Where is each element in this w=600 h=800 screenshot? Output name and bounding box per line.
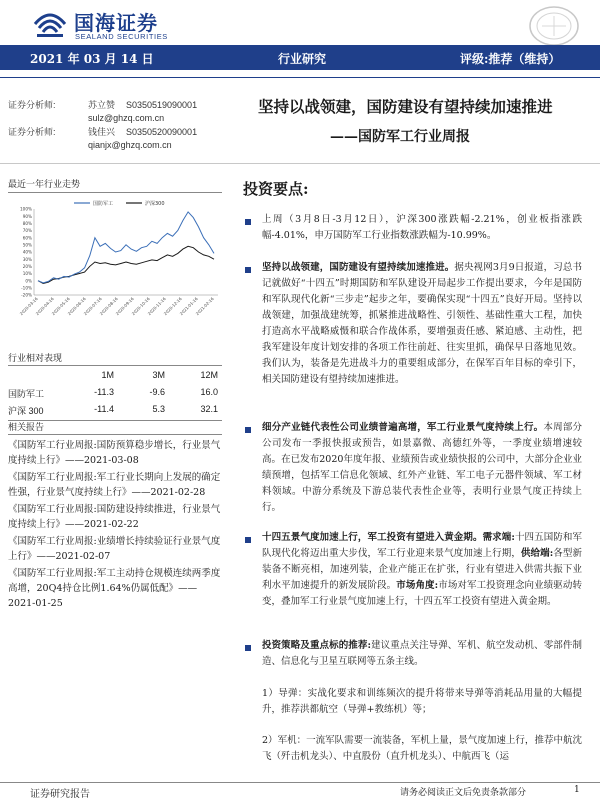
legend-label-hs300: 沪深300 — [145, 201, 165, 207]
performance-header-row — [8, 370, 222, 382]
col-1m: 1M — [101, 370, 114, 380]
y-tick-label: 100% — [20, 206, 32, 212]
paragraph-text: 2）军机：一流军队需要一流装备，军机上量，景气度加速上行，推荐中航沈飞（歼击机龙头）、中直股份（直升机龙头）、中航西飞（运 — [262, 735, 582, 762]
bullet-icon — [245, 645, 251, 651]
key-point-missile — [262, 686, 582, 718]
row-1m: -11.4 — [94, 404, 114, 414]
x-tick-label: 2020-03-16 — [18, 296, 39, 317]
paragraph-text: 本周部分公司发布一季报快报或预告，如景嘉微、高德红外等，一季度业绩增速较高。在已发布2020年度年报、业绩预告或业绩快报的公司中，大部分企业业绩预增，包括军工信息化领域、红外产业链、军工电子元器件领域、军工材料领域。中游分系统及下游总装代表性企业等，表明行业景气度正持续上行。 — [262, 422, 582, 513]
series-line-industry — [38, 212, 214, 283]
analyst-name: 苏立赞 — [88, 100, 116, 110]
paragraph-text: 各型新装备不断亮相，加速列装，企业产能正在扩张，行业有望进入供需共振下业利水平加速提升的新发展阶段。 — [262, 548, 582, 591]
row-1m: -11.3 — [94, 387, 114, 397]
performance-rule-top — [8, 365, 222, 366]
key-point-defense-construction — [262, 260, 582, 388]
x-tick-label: 2021-02-16 — [194, 296, 215, 317]
row-12m: 32.1 — [200, 404, 218, 414]
y-tick-label: 70% — [22, 228, 32, 234]
x-tick-label: 2020-07-16 — [82, 296, 103, 317]
table-row — [8, 387, 222, 399]
report-category: 行业研究 — [278, 52, 327, 66]
footer-divider — [0, 782, 600, 783]
section-divider — [0, 163, 600, 164]
key-point-14th-five-year — [262, 530, 582, 610]
row-3m: -9.6 — [149, 387, 165, 397]
analyst-role: 证券分析师: — [8, 127, 56, 137]
x-tick-label: 2020-08-16 — [98, 296, 119, 317]
x-tick-label: 2020-06-16 — [66, 296, 87, 317]
col-3m: 3M — [152, 370, 165, 380]
related-report-link[interactable]: 《国防军工行业周报:国防建设持续推进，行业景气度持续上行》——2021-02-22 — [8, 504, 221, 530]
chart-legend — [74, 200, 165, 207]
row-name: 国防军工 — [8, 389, 45, 399]
y-tick-label: -20% — [21, 292, 32, 298]
y-tick-label: 60% — [22, 235, 32, 241]
row-3m: 5.3 — [152, 404, 165, 414]
related-report-link[interactable]: 《国防军工行业周报:军工行业长期向上发展的确定性强，行业景气度持续上行》——2021-02-28 — [8, 472, 221, 498]
chart-heading-rule — [8, 192, 222, 193]
paragraph-text: 市场对军工投资理念向业绩驱动转变，叠加军工行业景气度加速上行，十四五军工投资有望进入黄金期。 — [262, 580, 582, 607]
x-tick-label: 2020-10-16 — [130, 296, 151, 317]
paragraph-lead: 投资策略及重点标的推荐: — [262, 640, 371, 651]
key-points-heading: 投资要点: — [243, 180, 309, 198]
paragraph-text: 十四五国防和军队现代化将迈出重大步伐，军工行业迎来景气度加速上行期， — [262, 532, 582, 559]
key-point-weekly-performance — [262, 212, 582, 244]
y-tick-label: 50% — [22, 242, 32, 248]
bullet-icon — [245, 219, 251, 225]
related-report-link[interactable]: 《国防军工行业周报:业绩增长持续验证行业景气度上行》——2021-02-07 — [8, 536, 221, 562]
paragraph-text: 上周（3月8日-3月12日），沪深300涨跌幅-2.21%，创业板指涨跌幅-4.01%，申万国防军工行业指数涨跌幅为-10.99%。 — [262, 214, 582, 241]
y-tick-label: -10% — [21, 285, 32, 291]
paragraph-lead: 十四五景气度加速上行，军工投资有望进入黄金期。需求端: — [262, 532, 515, 543]
company-seal-icon — [528, 4, 580, 48]
paragraph-lead: 细分产业链代表性公司业绩普遍高增，军工行业景气度持续上行。 — [262, 422, 544, 433]
key-point-military-aircraft — [262, 733, 582, 767]
y-tick-label: 40% — [22, 249, 32, 255]
chart-y-ticks — [20, 207, 32, 298]
company-name-en: SEALAND SECURITIES — [75, 32, 168, 41]
x-tick-label: 2020-05-16 — [50, 296, 71, 317]
company-name-cn: 国海证券 — [74, 11, 158, 35]
analyst-1 — [8, 99, 238, 125]
paragraph-text: 据央视网3月9日报道，习总书记就做好“十四五”时期国防和军队建设开局起步工作提出要求，今年是国防和军队现代化新“三步走”起步之年，要确保实现“十四五”良好开局。坚持以战领建，加强战建统筹，抓紧推进战略性、引领性、基础性重大工程，加快打造高水平战略威慑和联合作战体系，要增强责任感、紧迫感、主动性，把我军建设年度计划安排的各项工作往前赶、往实里抓，确保早日落地见效。我们认为，装备是先进战斗力的重要组成部分，在保军百年目标的牵引下，相关国防建设有望持续加速推进。 — [262, 262, 582, 385]
paragraph-text: 建议重点关注导弹、军机、航空发动机、零部件制造、信息化与卫星互联网等五条主线。 — [262, 640, 582, 667]
related-heading: 相关报告 — [8, 423, 45, 433]
x-tick-label: 2020-04-16 — [34, 296, 55, 317]
row-12m: 16.0 — [200, 387, 218, 397]
related-report-link[interactable]: 《国防军工行业周报:国防预算稳步增长，行业景气度持续上行》——2021-03-08 — [8, 440, 221, 466]
table-row — [8, 404, 222, 416]
footer-disclaimer: 请务必阅读正文后免责条款部分 — [400, 788, 527, 798]
y-tick-label: 0% — [25, 278, 32, 284]
chart-x-ticks — [19, 296, 215, 316]
analyst-cert: S0350519090001 — [126, 100, 198, 110]
bullet-icon — [245, 427, 251, 433]
y-tick-label: 20% — [22, 263, 32, 269]
analyst-email[interactable]: sulz@ghzq.com.cn — [88, 113, 165, 123]
x-tick-label: 2021-01-16 — [178, 296, 199, 317]
analyst-name: 钱佳兴 — [88, 127, 116, 137]
paragraph-lead: 坚持以战领建，国防建设有望持续加速推进。 — [262, 262, 455, 273]
header-bar — [0, 45, 600, 70]
analyst-cert: S0350520090001 — [126, 127, 198, 137]
bullet-icon — [245, 267, 251, 273]
performance-heading: 行业相对表现 — [8, 354, 63, 364]
page-number: 1 — [574, 785, 580, 795]
related-heading-rule — [8, 434, 222, 435]
related-report-link[interactable]: 《国防军工行业周报:军工主动持仓规模连续两季度高增，20Q4持仓比例1.64%仍属低配》——2021-01-25 — [8, 568, 221, 609]
legend-label-industry: 国防军工 — [93, 201, 114, 207]
report-subtitle: ——国防军工行业周报 — [330, 129, 470, 145]
key-point-industry-chain — [262, 420, 582, 516]
analyst-email[interactable]: qianjx@ghzq.com.cn — [88, 140, 172, 150]
company-logo-icon — [33, 8, 67, 38]
x-tick-label: 2020-09-16 — [114, 296, 135, 317]
report-title: 坚持以战领建，国防建设有望持续加速推进 — [258, 97, 553, 116]
y-tick-label: 80% — [22, 220, 32, 226]
chart-heading: 最近一年行业走势 — [8, 180, 81, 190]
paragraph-lead: 市场角度: — [396, 580, 439, 591]
header-divider — [0, 77, 600, 78]
analyst-role: 证券分析师: — [8, 100, 56, 110]
report-date: 2021 年 03 月 14 日 — [30, 52, 154, 66]
x-tick-label: 2020-12-16 — [162, 296, 183, 317]
paragraph-text: 1）导弹：实战化要求和训练频次的提升将带来导弹等消耗品用量的大幅提升，推荐洪都航空（导弹+教练机）等； — [262, 688, 582, 715]
analyst-2 — [8, 126, 238, 152]
report-rating: 评级:推荐（维持） — [460, 52, 561, 66]
bullet-icon — [245, 537, 251, 543]
related-report-list — [8, 438, 222, 611]
x-tick-label: 2020-11-16 — [146, 296, 167, 317]
row-name: 沪深 300 — [8, 406, 44, 416]
footer-label: 证券研究报告 — [30, 789, 90, 800]
paragraph-lead: 供给端: — [520, 548, 554, 559]
industry-trend-chart — [8, 195, 222, 330]
y-tick-label: 30% — [22, 256, 32, 262]
y-tick-label: 90% — [22, 213, 32, 219]
y-tick-label: 10% — [22, 271, 32, 277]
key-point-investment-strategy — [262, 638, 582, 670]
col-12m: 12M — [200, 370, 218, 380]
series-line-hs300 — [38, 246, 214, 283]
